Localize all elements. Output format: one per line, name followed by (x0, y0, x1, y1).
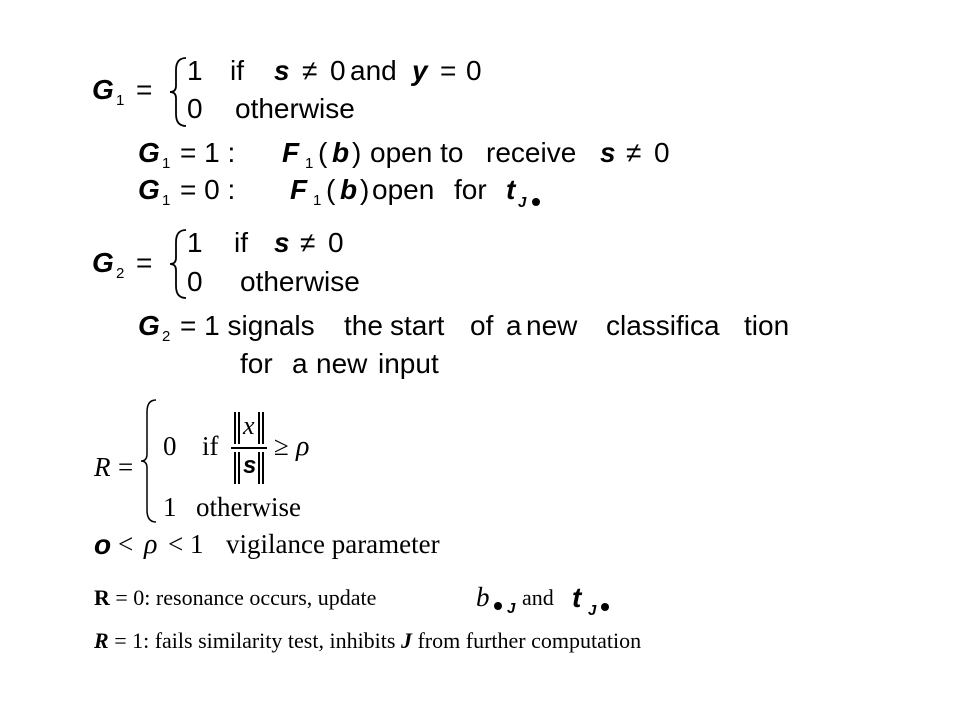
g2-case1-if: if (234, 227, 248, 258)
g1-line1-eq: = 1 : (180, 137, 236, 168)
g1-line1-f: F (282, 137, 300, 168)
g1-case1-zero: 0 (330, 55, 346, 86)
g1-line2-paren-open: ( (326, 174, 336, 205)
g1-case1-s: s (274, 55, 290, 86)
result-r0-line (94, 587, 376, 609)
g1-line2-tsub: J (518, 194, 527, 211)
g1-case1-eq: = (440, 55, 457, 86)
result-r0-b: b (476, 582, 490, 612)
g1-equals: = (136, 74, 153, 105)
r-denominator-s: s (243, 452, 257, 479)
norm-bar-x-right-2 (262, 412, 264, 444)
g2-line2-text-c: new (316, 348, 368, 379)
vigilance-lt2: < 1 (168, 529, 204, 559)
g2-case1-value: 1 (187, 227, 203, 258)
bullet-dot-icon (532, 198, 540, 206)
vigilance-text: vigilance parameter (226, 529, 440, 559)
g1-line2-b: b (340, 174, 358, 205)
g1-line2-f: F (290, 174, 308, 205)
r-case1-if: if (202, 431, 219, 461)
g2-line-text-b: the (344, 310, 383, 341)
g1-case1-if: if (230, 55, 244, 86)
g1-line1-neq: ≠ (626, 137, 642, 168)
g1-line2-fsub: 1 (313, 192, 322, 209)
g2-line-g: G (138, 310, 160, 341)
g1-case1-value: 1 (187, 55, 203, 86)
vigilance-rho: ρ (144, 529, 158, 560)
g2-line-text-e: a (506, 310, 522, 341)
norm-bar-x-right-1 (258, 412, 260, 444)
vigilance-lt1: < (118, 529, 134, 559)
g1-line1-subscript: 1 (162, 155, 171, 172)
r-case2-value: 1 (163, 492, 177, 522)
r-rho: ρ (296, 431, 310, 462)
result-r0-t: t (572, 582, 582, 613)
g2-case1-s: s (274, 227, 290, 258)
g1-line2-eq: = 0 : (180, 174, 236, 205)
vigilance-o: o (94, 529, 112, 560)
g1-line1-g: G (138, 137, 160, 168)
g1-line2-subscript: 1 (162, 192, 171, 209)
g2-line-text-c: start (390, 310, 445, 341)
result-r0-tsub: J (588, 602, 597, 619)
norm-bar-s-right-2 (262, 452, 264, 484)
g1-case1-and: and (350, 55, 397, 86)
norm-bar-x-left-1 (234, 412, 236, 444)
result-r1-j: J (400, 628, 412, 653)
g2-line-text-a: = 1 signals (180, 310, 315, 341)
g2-line-text-g: classifica (606, 310, 720, 341)
g2-line2-text-b: a (292, 348, 308, 379)
g2-line-text-f: new (526, 310, 578, 341)
g1-line1-text2: receive (486, 137, 577, 168)
g1-line2-g: G (138, 174, 160, 205)
g1-line1-paren-close: ) (352, 137, 362, 168)
fraction-bar (231, 447, 267, 449)
g1-brace (168, 56, 188, 128)
g1-line1-zero: 0 (654, 137, 670, 168)
g2-line-subscript: 2 (162, 328, 171, 345)
g1-case1-neq: ≠ (302, 55, 318, 86)
g1-line1-fsub: 1 (305, 155, 314, 172)
result-r1-line (94, 630, 641, 652)
g1-line1-text1: open to (370, 137, 464, 168)
g2-case1-zero: 0 (328, 227, 344, 258)
r-equals: = (118, 452, 134, 482)
g1-line2-paren-close: ) (360, 174, 370, 205)
result-r1-tail: from further computation (411, 628, 642, 653)
r-numerator-x: x (243, 411, 255, 440)
g2-symbol: G (92, 247, 114, 278)
g1-line2-text2: for (454, 174, 487, 205)
g1-line1-paren-open: ( (318, 137, 328, 168)
g1-case1-zero2: 0 (466, 55, 482, 86)
g1-case1-y: y (412, 55, 428, 86)
g1-line1-s: s (600, 137, 616, 168)
r-brace (140, 398, 158, 524)
g1-case2-value: 0 (187, 93, 203, 124)
result-r1-r: R (94, 628, 109, 653)
g1-subscript: 1 (116, 92, 125, 109)
r-case1-value: 0 (163, 431, 177, 461)
norm-bar-s-left-2 (238, 452, 240, 484)
g2-equals: = (136, 247, 153, 278)
g2-subscript: 2 (116, 265, 125, 282)
norm-bar-s-right-1 (258, 452, 260, 484)
g2-line2-text-a: for (240, 348, 273, 379)
g2-line-text-h: tion (744, 310, 790, 341)
g2-case2-otherwise: otherwise (240, 266, 360, 297)
r-symbol: R (94, 452, 111, 482)
g2-case2-value: 0 (187, 266, 203, 297)
result-r0-bsub: J (507, 600, 516, 617)
result-r0-r: R (94, 585, 110, 610)
bullet-dot-icon (494, 602, 502, 610)
g1-line1-b: b (332, 137, 350, 168)
g1-symbol: G (92, 74, 114, 105)
g1-line2-text1: open (372, 174, 435, 205)
g2-line2-text-d: input (378, 348, 439, 379)
result-r0-text: = 0: resonance occurs, update (109, 585, 377, 610)
g2-case1-neq: ≠ (300, 227, 316, 258)
g1-case2-otherwise: otherwise (235, 93, 355, 124)
result-r0-and: and (522, 585, 554, 610)
g1-line2-t: t (506, 174, 516, 205)
g2-line-text-d: of (470, 310, 494, 341)
g2-brace (168, 228, 188, 300)
r-case2-otherwise: otherwise (196, 492, 301, 522)
norm-bar-s-left-1 (234, 452, 236, 484)
norm-bar-x-left-2 (238, 412, 240, 444)
r-geq: ≥ (274, 431, 289, 461)
bullet-dot-icon (601, 603, 609, 611)
result-r1-text: = 1: fails similarity test, inhibits (108, 628, 401, 653)
